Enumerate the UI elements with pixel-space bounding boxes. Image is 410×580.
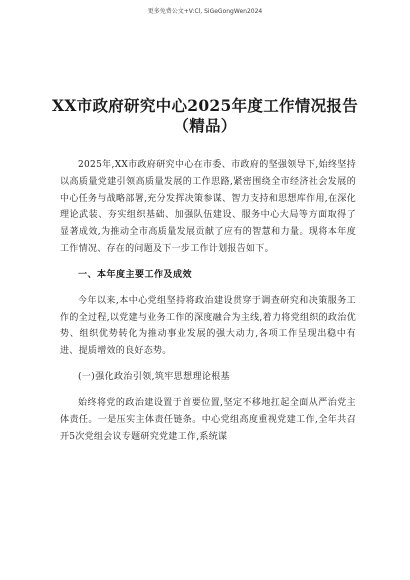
subsection-heading: (一)强化政治引领,筑牢思想理论根基 [78, 371, 231, 382]
intro-paragraph: 2025年,XX市政府研究中心在市委、市政府的坚强领导下,始终坚持以高质量党建引领高质量发展的工作思路,紧密围绕全市经济社会发展的中心任务与战略部署,充分发挥决策参谋、智力支持和思想库作用,在深化理论武装、夯实组织基础、加强队伍建设、服务中心大局等方面取得了显著成效,为推动全市高质量发展贡献了应有的智慧和力量。现将本年度工作情况、存在的问题及下一步工作计划报告如下。 [60, 160, 356, 254]
document-title: XX市政府研究中心2025年度工作情况报告（精品） [52, 96, 358, 135]
subsection-paragraph: 始终将党的政治建设置于首要位置,坚定不移地扛起全面从严治党主体责任。一是压实主体责任链条。中心党组高度重视党建工作,全年共召开5次党组会议专题研究党建工作,系统谋 [60, 397, 356, 442]
section-heading: 一、本年度主要工作及成效 [78, 269, 193, 280]
header-note: 更多免费公文+V:Cl, SiGeGongWen2024 [147, 8, 263, 15]
section-paragraph: 今年以来,本中心党组坚持将政治建设贯穿于调查研究和决策服务工作的全过程,以党建与业务工作的深度融合为主线,着力将党组织的政治优势、组织优势转化为推动事业发展的强大动力,各项工作呈现出稳中有进、提质增效的良好态势。 [60, 295, 356, 357]
document-body [60, 157, 356, 445]
